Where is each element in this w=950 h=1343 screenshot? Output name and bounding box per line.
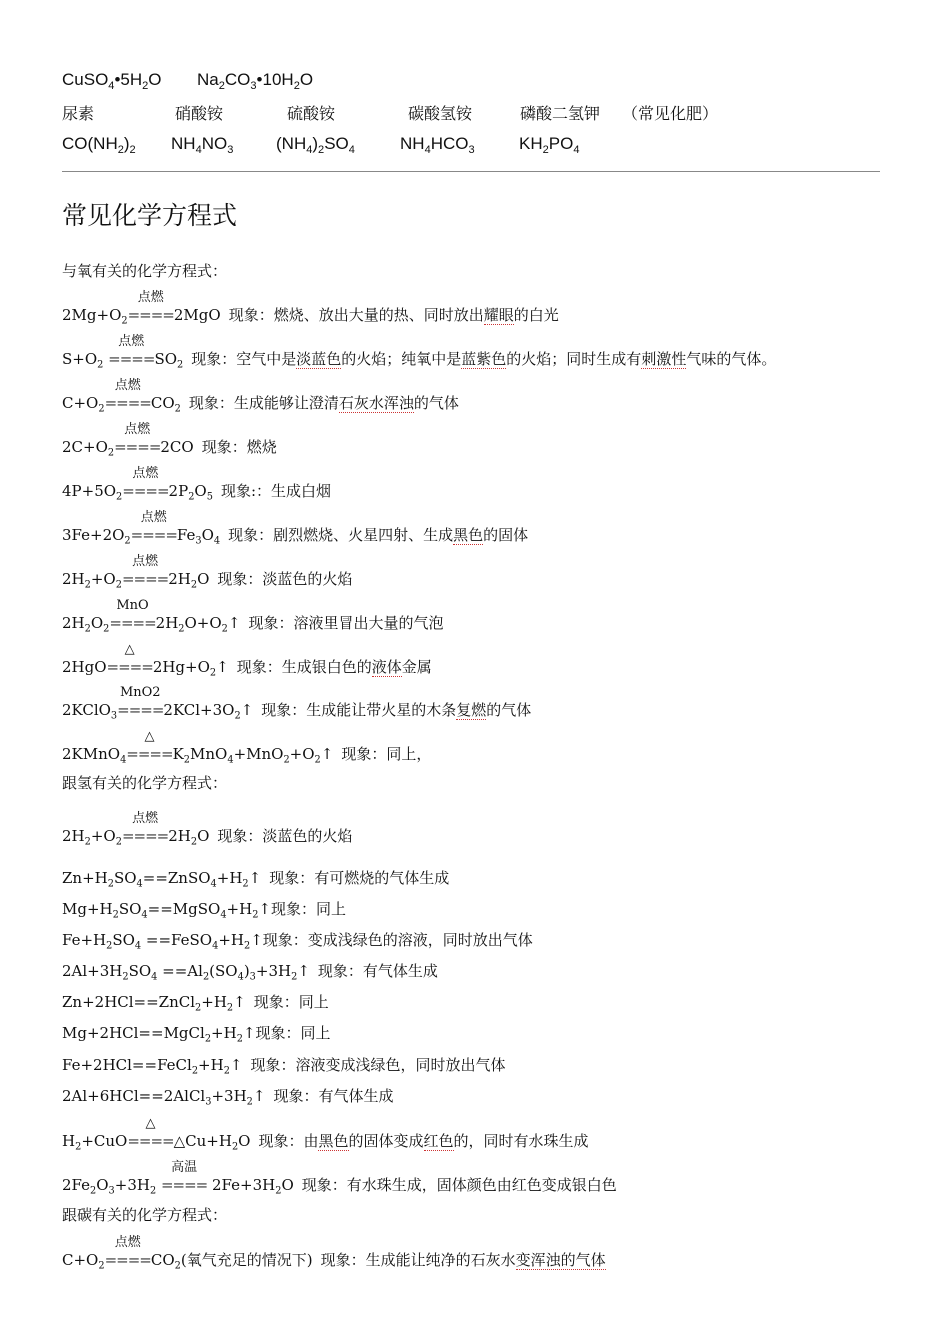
equation-mg-h2so4: $Mg+H_2SO_4==MgSO_4+H_2↑$现象：同上 (62, 900, 346, 921)
equation-zn-h2so4: $Zn+H_2SO_4==ZnSO_4+H_2↑$ 现象：有可燃烧的气体生成 (62, 869, 450, 890)
fertilizer-formula: $NH_4NO_3$ (171, 134, 234, 156)
section-heading-oxygen: 与氧有关的化学方程式： (62, 262, 228, 280)
equation-al-h2so4: $2Al+3H_2SO_4$ $==Al_2(SO_4)_3+3H_2↑$ 现象：有气体生成 (62, 962, 438, 983)
fertilizer-note: （常见化肥） (622, 104, 719, 123)
equation-h2-o2: $2H_2+O_2$ 点燃 $====2H_2O$ 现象：淡蓝色的火焰 (62, 554, 353, 591)
equation-c-o2-co: $2C+O_2$ 点燃 ====2CO 现象：燃烧 (62, 422, 277, 459)
equation-fe-o2: $3Fe+2O_2$ 点燃 $====Fe_3O_4$ 现象：剧烈燃烧、火星四射、生成黑色的固体 (62, 510, 529, 547)
equation-fe2o3-h2: $2Fe_2O_3+3H_2$ 高温 ==== $2Fe+3H_2O$ 现象：有水珠生成，固体颜色由红色变成银白色 (62, 1160, 617, 1197)
fertilizer-name: 碳酸氢铵 (408, 104, 473, 123)
formula-cuso4: $CuSO_4•5H_2O$ (62, 70, 162, 92)
formula-na2co3: $Na_2CO_3•10H_2O$ (197, 70, 314, 92)
fertilizer-formula: $KH_2PO_4$ (519, 134, 580, 156)
fertilizer-name: 磷酸二氢钾 (520, 104, 601, 123)
fertilizer-formula: $NH_4HCO_3$ (400, 134, 475, 156)
fertilizer-name: 硝酸铵 (175, 104, 224, 123)
equation-hgo: 2HgO △ $====2Hg+O_2↑$ 现象：生成银白色的液体金属 (62, 642, 432, 679)
equation-c-o2: $C+O_2$ 点燃 $====CO_2$ 现象：生成能够让澄清石灰水浑浊的气体 (62, 378, 459, 415)
divider (62, 171, 880, 172)
fertilizer-formula: $(NH_4)_2SO_4$ (276, 134, 355, 156)
equation-kmno4: 2KMnO$_4$ △ $====K_2MnO_4+MnO_2+O_2↑$ 现象：同上， (62, 729, 432, 766)
fertilizer-name: 硫酸铵 (287, 104, 336, 123)
equation-h2o2: $2H_2O_2$ MnO $====2H_2O+O_2↑$ 现象：溶液里冒出大量的气泡 (62, 598, 444, 635)
equation-fe-h2so4: $Fe+H_2SO_4$ $==FeSO_4+H_2↑$现象：变成浅绿色的溶液，同时放出气体 (62, 931, 533, 952)
equation-al-hcl: $2Al+6HCl==2AlCl_3+3H_2↑$ 现象：有气体生成 (62, 1087, 394, 1108)
equation-p-o2: $4P+5O_2$ 点燃 $====2P_2O_5$ 现象:：生成白烟 (62, 466, 331, 503)
equation-s-o2: $S+O_2$ 点燃 $====SO_2$ 现象：空气中是淡蓝色的火焰；纯氧中是蓝紫色的火焰；同时生成有刺激性气味的气体。 (62, 334, 777, 371)
equation-c-o2-full: $C+O_2$ 点燃 $====CO_2$(氧气充足的情况下) 现象：生成能让纯净的石灰水变浑浊的气体 (62, 1235, 606, 1272)
section-heading-hydrogen: 跟氢有关的化学方程式： (62, 774, 228, 792)
fertilizer-name: 尿素 (62, 104, 95, 123)
equation-h2-o2-b: $2H_2+O_2$ 点燃 $====2H_2O$ 现象：淡蓝色的火焰 (62, 811, 353, 848)
equation-mg-hcl: $Mg+2HCl==MgCl_2+H_2↑$现象：同上 (62, 1024, 331, 1045)
equation-h2-cuo: $H_2+CuO$ △ $====\triangle Cu+H_2O$ 现象：由黑色的固体变成红色的，同时有水珠生成 (62, 1116, 589, 1153)
equation-mg-o2: $2Mg+O_2$ 点燃 ====2MgO 现象：燃烧、放出大量的热、同时放出耀眼的白光 (62, 290, 559, 327)
page-title: 常见化学方程式 (62, 201, 238, 230)
equation-fe-hcl: $Fe+2HCl==FeCl_2+H_2↑$ 现象：溶液变成浅绿色，同时放出气体 (62, 1056, 506, 1077)
section-heading-carbon: 跟碳有关的化学方程式： (62, 1206, 228, 1224)
equation-kclo3: 2KClO$_3$ MnO2 $====2KCl+3O_2↑$ 现象：生成能让带火星的木条复燃的气体 (62, 685, 532, 722)
fertilizer-formula: $CO(NH_2)_2$ (62, 134, 136, 156)
equation-zn-hcl: $Zn+2HCl==ZnCl_2+H_2↑$ 现象：同上 (62, 993, 329, 1014)
